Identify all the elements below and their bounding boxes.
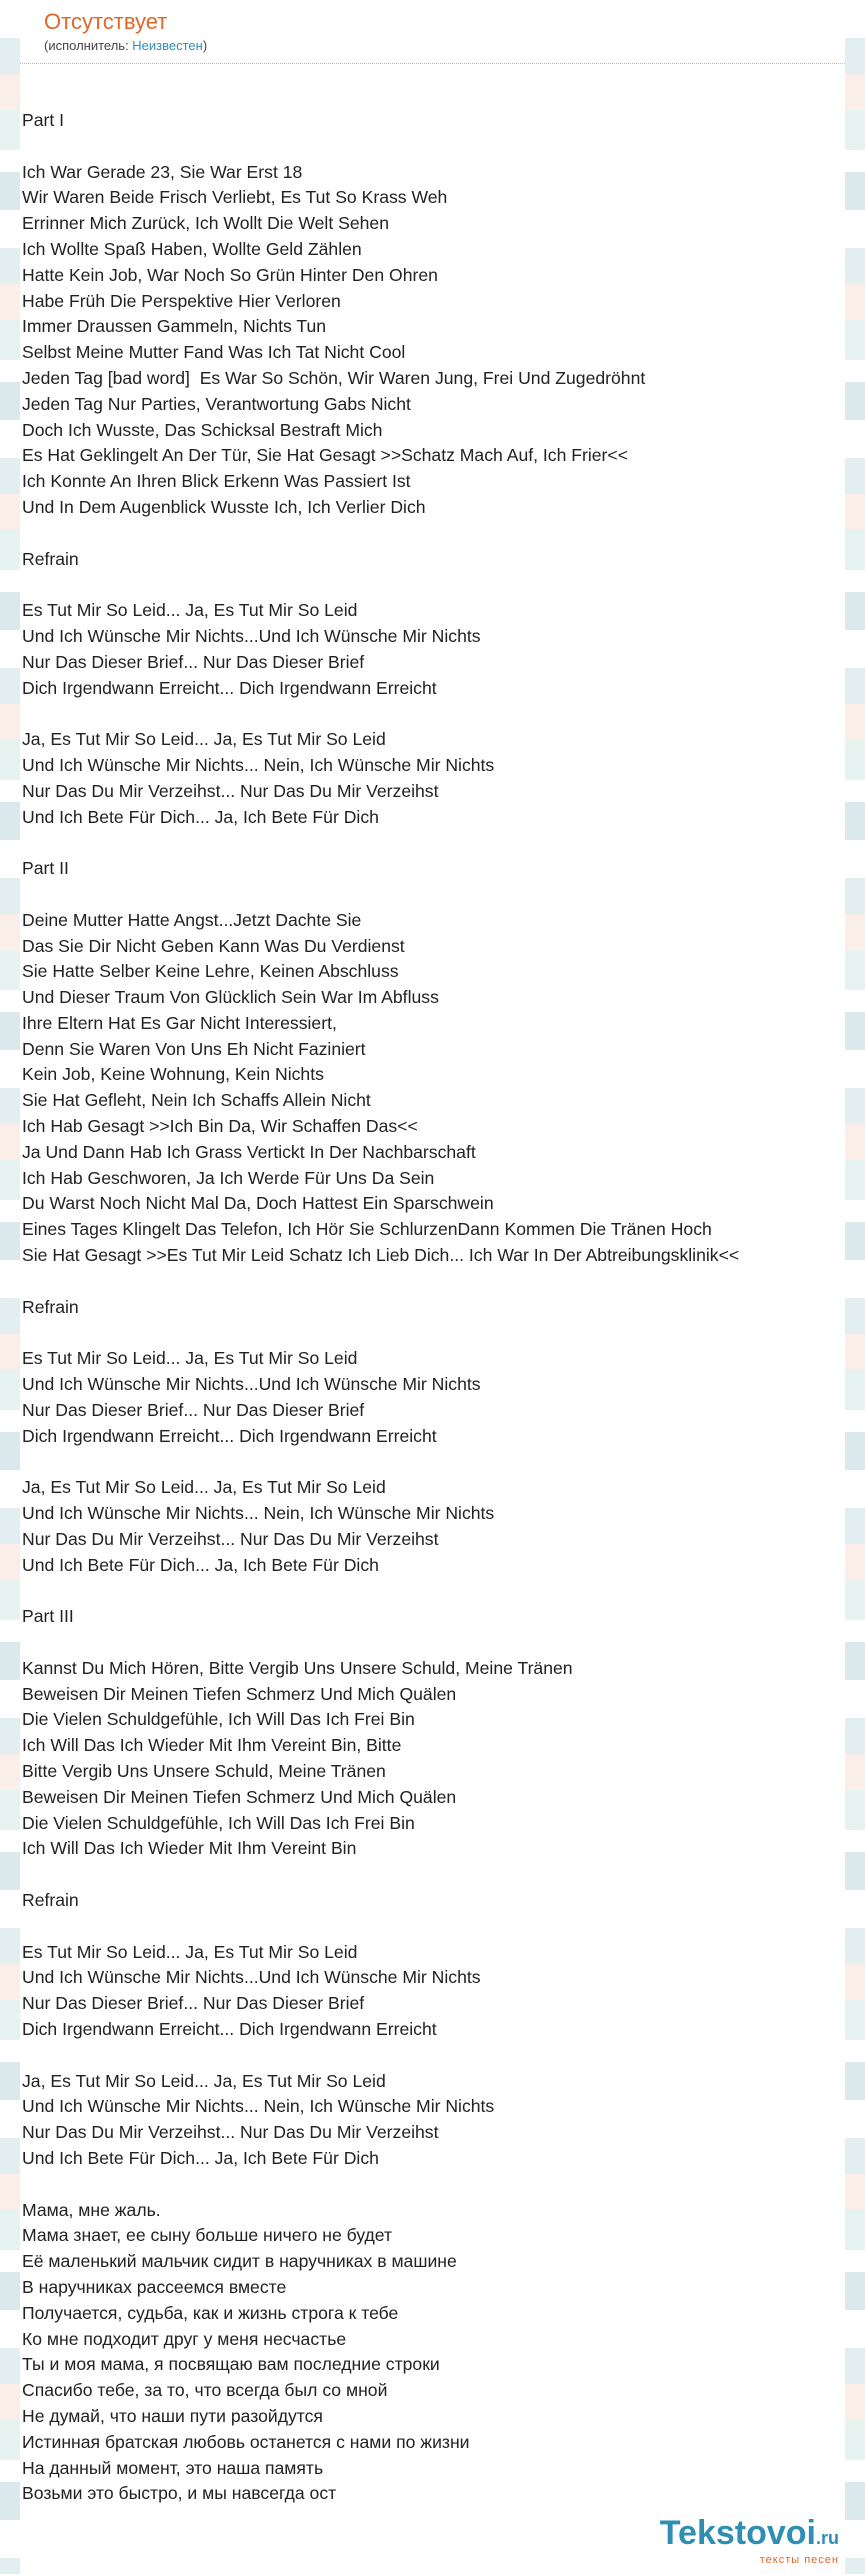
artist-credit: [44, 37, 845, 55]
decorative-stripe-left: [0, 0, 20, 2574]
song-title: Отсутствует: [44, 9, 168, 34]
credit-prefix: (исполнитель:: [44, 38, 133, 53]
song-header: [20, 0, 845, 55]
artist-link[interactable]: Неизвестен: [132, 38, 203, 53]
credit-suffix: ): [202, 38, 208, 53]
logo-text-domain: .ru: [815, 2528, 839, 2548]
logo-text-main: Tekstovoi: [659, 2514, 816, 2552]
site-logo[interactable]: [660, 2515, 839, 2566]
header-divider: [20, 63, 845, 65]
logo-subtitle: тексты песен: [759, 2554, 839, 2566]
lyrics-text: Part I Ich War Gerade 23, Sie War Erst 18 Wir Waren Beide Frisch Verliebt, Es Tut So Krass Weh Errinner Mich Zurück, Ich Wollt Die Welt Sehen Ich Wollte Spaß Haben, Wollte Geld Zählen Hatte Kein Job, War Noch So Grün Hinter Den Ohren Habe Früh Die Perspektive Hier Verloren Immer Draussen Gammeln, Nichts Tun Selbst Meine Mutter Fand Was Ich Tat Nicht Cool Jeden Tag [bad word] Es War So Schön, Wir Waren Jung, Frei Und Zugedröhnt Jeden Tag Nur Parties, Verantwortung Gabs Nicht Doch Ich Wusste, Das Schicksal Bestraft Mich Es Hat Geklingelt An Der Tür, Sie Hat Gesagt >>Schatz Mach Auf, Ich Frier<< Ich Konnte An Ihren Blick Erkenn Was Passiert Ist Und In Dem Augenblick Wusste Ich, Ich Verlier Dich Refrain Es Tut Mir So Leid... Ja, Es Tut Mir So Leid Und Ich Wünsche Mir Nichts...Und Ich Wünsche Mir Nichts Nur Das Dieser Brief... Nur Das Dieser Brief Dich Irgendwann Erreicht... Dich Irgendwann Erreicht Ja, Es Tut Mir So Leid... Ja, Es Tut Mir So Leid Und Ich Wünsche Mir Nichts... Nein, Ich Wünsche Mir Nichts Nur Das Du Mir Verzeihst... Nur Das Du Mir Verzeihst Und Ich Bete Für Dich... Ja, Ich Bete Für Dich Part II Deine Mutter Hatte Angst...Jetzt Dachte Sie Das Sie Dir Nicht Geben Kann Was Du Verdienst Sie Hatte Selber Keine Lehre, Keinen Abschluss Und Dieser Traum Von Glücklich Sein War Im Abfluss Ihre Eltern Hat Es Gar Nicht Interessiert, Denn Sie Waren Von Uns Eh Nicht Faziniert Kein Job, Keine Wohnung, Kein Nichts Sie Hat Gefleht, Nein Ich Schaffs Allein Nicht Ich Hab Gesagt >>Ich Bin Da, Wir Schaffen Das<< Ja Und Dann Hab Ich Grass Vertickt In Der Nachbarschaft Ich Hab Geschworen, Ja Ich Werde Für Uns Da Sein Du Warst Noch Nicht Mal Da, Doch Hattest Ein Sparschwein Eines Tages Klingelt Das Telefon, Ich Hör Sie SchlurzenDann Kommen Die Tränen Hoch Sie Hat Gesagt >>Es Tut Mir Leid Schatz Ich Lieb Dich... Ich War In Der Abtreibungsklinik<< Refrain Es Tut Mir So Leid... Ja, Es Tut Mir So Leid Und Ich Wünsche Mir Nichts...Und Ich Wünsche Mir Nichts Nur Das Dieser Brief... Nur Das Dieser Brief Dich Irgendwann Erreicht... Dich Irgendwann Erreicht Ja, Es Tut Mir So Leid... Ja, Es Tut Mir So Leid Und Ich Wünsche Mir Nichts... Nein, Ich Wünsche Mir Nichts Nur Das Du Mir Verzeihst... Nur Das Du Mir Verzeihst Und Ich Bete Für Dich... Ja, Ich Bete Für Dich Part III Kannst Du Mich Hören, Bitte Vergib Uns Unsere Schuld, Meine Tränen Beweisen Dir Meinen Tiefen Schmerz Und Mich Quälen Die Vielen Schuldgefühle, Ich Will Das Ich Frei Bin Ich Will Das Ich Wieder Mit Ihm Vereint Bin, Bitte Bitte Vergib Uns Unsere Schuld, Meine Tränen Beweisen Dir Meinen Tiefen Schmerz Und Mich Quälen Die Vielen Schuldgefühle, Ich Will Das Ich Frei Bin Ich Will Das Ich Wieder Mit Ihm Vereint Bin Refrain Es Tut Mir So Leid... Ja, Es Tut Mir So Leid Und Ich Wünsche Mir Nichts...Und Ich Wünsche Mir Nichts Nur Das Dieser Brief... Nur Das Dieser Brief Dich Irgendwann Erreicht... Dich Irgendwann Erreicht Ja, Es Tut Mir So Leid... Ja, Es Tut Mir So Leid Und Ich Wünsche Mir Nichts... Nein, Ich Wünsche Mir Nichts Nur Das Du Mir Verzeihst... Nur Das Du Mir Verzeihst Und Ich Bete Für Dich... Ja, Ich Bete Für Dich Мама, мне жаль. Мама знает, ее сыну больше ничего не будет Её маленький мальчик сидит в наручниках в машине В наручниках рассеемся вместе Получается, судьба, как и жизнь строга к тебе Ко мне подходит друг у меня несчастье Ты и моя мама, я посвящаю вам последние строки Спасибо тебе, за то, что всегда был со мной Не думай, что наши пути разойдутся Истинная братская любовь останется с нами по жизни На данный момент, это наша память Возьми это быстро, и мы навсегда ост: [22, 110, 740, 2504]
